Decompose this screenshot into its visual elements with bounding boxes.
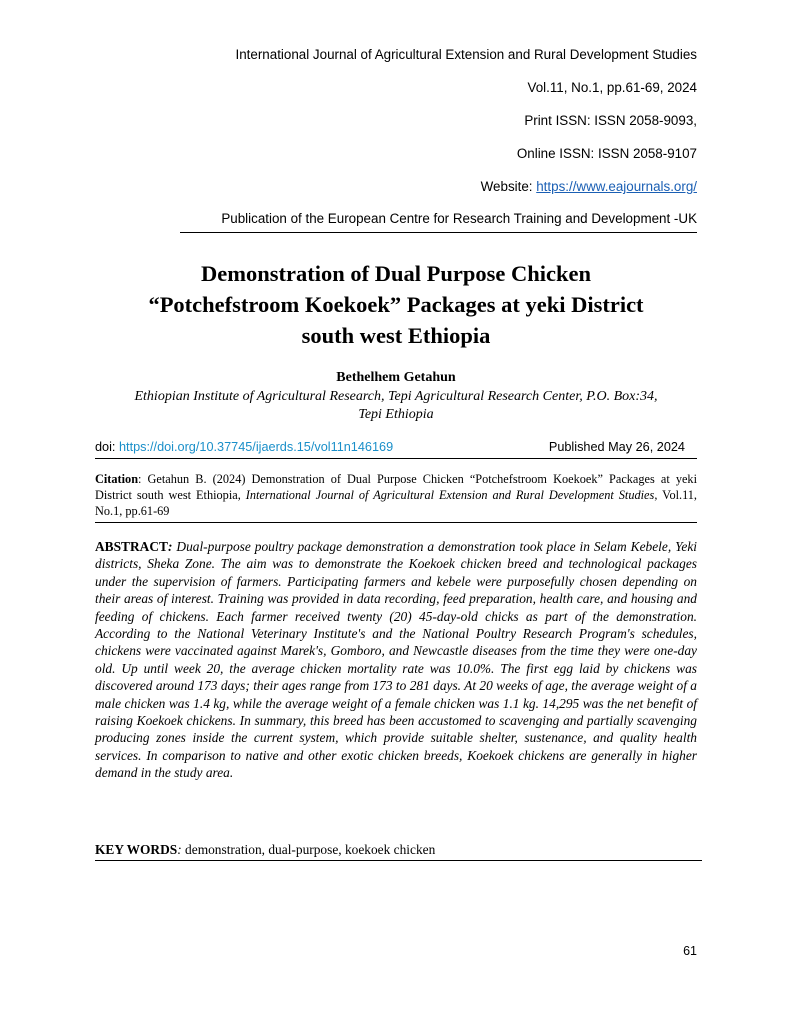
page-number: 61 [683,944,697,958]
doi-link[interactable]: https://doi.org/10.37745/ijaerds.15/vol11n146169 [118,440,394,454]
abstract-label: ABSTRACT [95,539,168,554]
paper-title [95,258,697,351]
affiliation-line-2: Tepi Ethiopia [358,407,434,422]
keywords [95,842,702,861]
journal-name: International Journal of Agricultural Extension and Rural Development Studies [235,47,697,62]
published-date: Published May 26, 2024 [548,440,685,454]
title-line-3: south west Ethiopia [301,323,491,348]
website-line [481,179,697,194]
publisher-line: Publication of the European Centre for Research Training and Development -UK [180,211,697,233]
abstract-colon: : [167,539,173,554]
abstract [95,538,697,782]
citation-journal: International Journal of Agricultural Extension and Rural Development Studies [245,488,655,502]
keywords-label: KEY WORDS [95,842,178,857]
affiliation [95,388,697,424]
website-link[interactable]: https://www.eajournals.org/ [536,179,697,194]
volume-info: Vol.11, No.1, pp.61-69, 2024 [527,80,697,95]
title-line-1: Demonstration of Dual Purpose Chicken [200,261,591,286]
citation-text: : Getahun B. (2024) Demonstration of Dual Purpose Chicken “Potchefstroom Koekoek” Packages at yeki District south west Ethiopia, [95,472,697,502]
abstract-text: Dual-purpose poultry package demonstration a demonstration took place in Selam Kebele, Yeki districts, Sheka Zone. The aim was to demonstrate the Koekoek chicken breed and technological packages under the supervision of farmers. Participating farmers and kebele were purposefully chosen depending on their areas of interest. Training was provided in data recording, feed preparation, health care, and housing and feeding of chickens. Each farmer received twenty (20) 45-day-old chicks as part of the demonstration. According to the National Veterinary Institute's and the National Poultry Research Program's schedules, chickens were vaccinated against Marek's, Gomboro, and Newcastle diseases from the time they were one-day old. Up until week 20, the average chicken mortality rate was 10.0%. The first egg laid by chickens was discovered around 173 days; their ages range from 173 to 281 days. At 20 weeks of age, the average weight of a male chicken was 1.4 kg, while the average weight of a female chicken was 1.1 kg. 14,295 was the net benefit of raising Koekoek chickens. In summary, this breed has been accustomed to scavenging and partially scavenging producing zones inside the current system, which provide suitable shelter, sustenance, and quality health services. In comparison to native and other exotic chicken breeds, Koekoek chickens are generally in higher demand in the study area. [95,539,697,781]
keywords-colon: : [177,842,182,857]
citation [95,471,697,523]
citation-volume: , Vol.11, No.1, pp.61-69 [95,488,698,518]
affiliation-line-1: Ethiopian Institute of Agricultural Research, Tepi Agricultural Research Center, P.O. Box:34, [134,389,658,404]
keywords-text: demonstration, dual-purpose, koekoek chicken [181,842,436,857]
author-name: Bethelhem Getahun [336,370,456,385]
website-label: Website: [480,179,537,194]
print-issn: Print ISSN: ISSN 2058-9093, [524,113,697,128]
doi-line [95,440,697,459]
title-line-2: “Potchefstroom Koekoek” Packages at yeki District [148,292,644,317]
doi-label: doi: [95,440,119,454]
online-issn: Online ISSN: ISSN 2058-9107 [516,146,697,161]
citation-label: Citation [95,472,139,486]
